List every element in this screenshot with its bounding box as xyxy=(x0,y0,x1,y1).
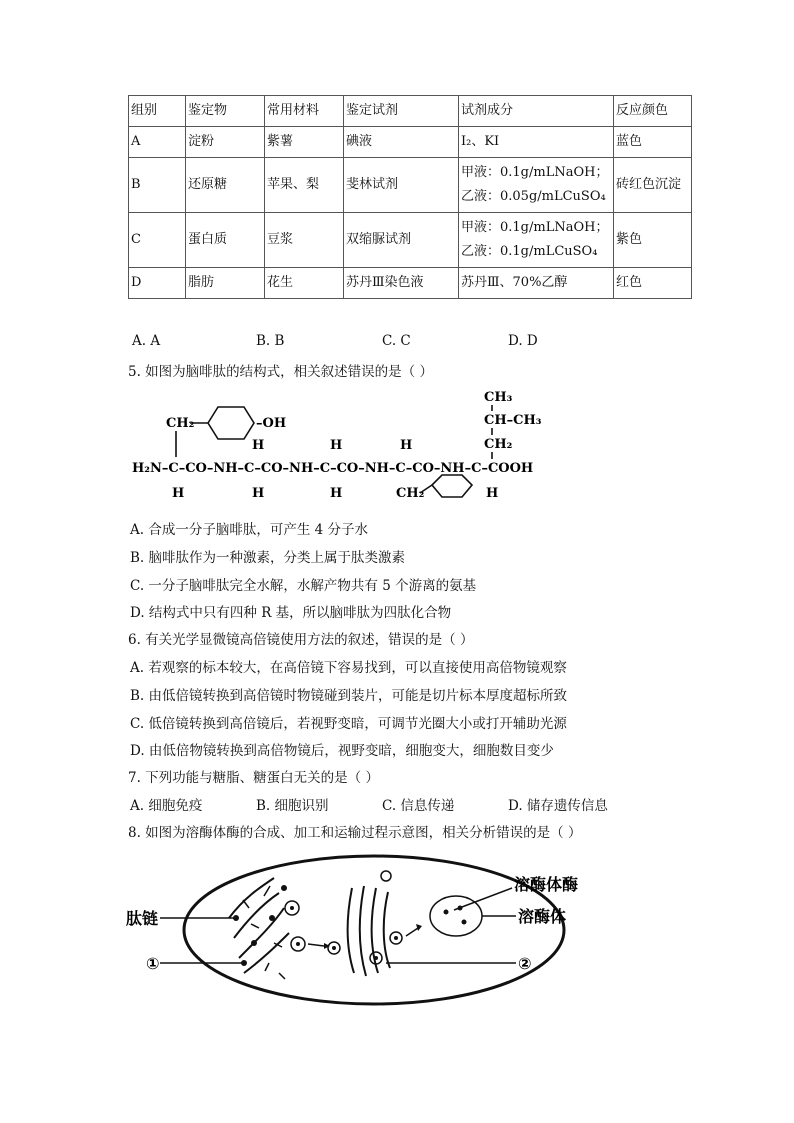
label-peptide-chain: 肽链 xyxy=(126,909,159,928)
formula-h: H xyxy=(252,486,265,501)
table-row xyxy=(129,127,692,158)
formula-main-chain: H₂N–C–CO–NH–C–CO–NH–C–CO–NH–C–CO–NH–C–COOH xyxy=(132,461,534,476)
table-cell: 苹果、梨 xyxy=(265,158,344,213)
reagent-table xyxy=(128,95,692,299)
table-cell: 红色 xyxy=(614,268,692,299)
table-header-row xyxy=(129,96,692,127)
q4-option-a: A. A xyxy=(132,333,161,349)
label-lysosome: 溶酶体 xyxy=(518,907,567,926)
table-cell: C xyxy=(129,213,186,268)
q7-option-a: A. 细胞免疫 xyxy=(130,798,203,814)
table-cell: 脂肪 xyxy=(186,268,265,299)
q4-option-b: B. B xyxy=(256,333,285,349)
table-cell: 紫色 xyxy=(614,213,692,268)
label-lysosome-enzyme: 溶酶体酶 xyxy=(514,875,579,894)
table-cell: 蓝色 xyxy=(614,127,692,158)
q6-option-c: C. 低倍镜转换到高倍镜后，若视野变暗，可调节光圈大小或打开辅助光源 xyxy=(130,716,567,732)
formula-ch3-top: CH₃ xyxy=(484,390,513,405)
formula-h: H xyxy=(172,486,185,501)
formula-ch2-3: CH₂ xyxy=(396,486,425,501)
header-cell: 反应颜色 xyxy=(614,96,692,127)
q5-option-a: A. 合成一分子脑啡肽，可产生 4 分子水 xyxy=(130,522,369,538)
table-cell: 豆浆 xyxy=(265,213,344,268)
table-cell: 双缩脲试剂 xyxy=(344,213,459,268)
q7-option-b: B. 细胞识别 xyxy=(256,798,329,814)
table-row xyxy=(129,158,692,213)
q7-option-d: D. 储存遗传信息 xyxy=(508,798,608,814)
formula-h: H xyxy=(330,438,343,453)
header-cell: 试剂成分 xyxy=(459,96,614,127)
table-cell: 甲液：0.1g/mLNaOH；乙液：0.05g/mLCuSO₄ xyxy=(459,158,614,213)
table-cell: 紫薯 xyxy=(265,127,344,158)
table-cell: A xyxy=(129,127,186,158)
table-cell: 苏丹Ⅲ染色液 xyxy=(344,268,459,299)
formula-ch2-2: CH₂ xyxy=(484,437,513,452)
table-row xyxy=(129,213,692,268)
table-row xyxy=(129,268,692,299)
q5-stem: 5. 如图为脑啡肽的结构式，相关叙述错误的是（ ） xyxy=(128,364,433,380)
q6-option-b: B. 由低倍镜转换到高倍镜时物镜碰到装片，可能是切片标本厚度超标所致 xyxy=(130,688,568,704)
formula-h: H xyxy=(400,438,413,453)
formula-h: H xyxy=(486,486,499,501)
table-cell: 斐林试剂 xyxy=(344,158,459,213)
q4-option-c: C. C xyxy=(382,333,411,349)
table-cell: 淀粉 xyxy=(186,127,265,158)
header-cell: 组别 xyxy=(129,96,186,127)
q8-stem: 8. 如图为溶酶体酶的合成、加工和运输过程示意图，相关分析错误的是（ ） xyxy=(128,825,582,841)
table-cell: 苏丹Ⅲ、70%乙醇 xyxy=(459,268,614,299)
table-cell: B xyxy=(129,158,186,213)
table-cell: 碘液 xyxy=(344,127,459,158)
formula-h: H xyxy=(330,486,343,501)
table-cell: D xyxy=(129,268,186,299)
q4-option-d: D. D xyxy=(508,333,538,349)
formula-oh: –OH xyxy=(256,416,287,431)
enkephalin-structure-diagram xyxy=(128,385,558,510)
q6-option-d: D. 由低倍物镜转换到高倍物镜后，视野变暗，细胞变大，细胞数目变少 xyxy=(130,743,554,759)
q5-option-d: D. 结构式中只有四种 R 基，所以脑啡肽为四肽化合物 xyxy=(130,605,452,621)
q7-stem: 7. 下列功能与糖脂、糖蛋白无关的是（ ） xyxy=(128,770,379,786)
q6-stem: 6. 有关光学显微镜高倍镜使用方法的叙述，错误的是（ ） xyxy=(128,632,474,648)
formula-ch-ch3: CH–CH₃ xyxy=(484,413,542,428)
table-cell: I₂、KI xyxy=(459,127,614,158)
table-cell: 砖红色沉淀 xyxy=(614,158,692,213)
label-two: ② xyxy=(518,954,532,973)
q6-option-a: A. 若观察的标本较大，在高倍镜下容易找到，可以直接使用高倍物镜观察 xyxy=(130,660,567,676)
lysosome-enzyme-diagram xyxy=(124,848,594,1008)
q7-option-c: C. 信息传递 xyxy=(382,798,455,814)
formula-ch2-1: CH₂ xyxy=(166,416,195,431)
header-cell: 鉴定试剂 xyxy=(344,96,459,127)
label-one: ① xyxy=(146,954,160,973)
table-cell: 甲液：0.1g/mLNaOH；乙液：0.1g/mLCuSO₄ xyxy=(459,213,614,268)
header-cell: 鉴定物 xyxy=(186,96,265,127)
formula-h: H xyxy=(252,438,265,453)
q5-option-c: C. 一分子脑啡肽完全水解，水解产物共有 5 个游离的氨基 xyxy=(130,578,477,594)
table-cell: 蛋白质 xyxy=(186,213,265,268)
q5-option-b: B. 脑啡肽作为一种激素，分类上属于肽类激素 xyxy=(130,550,406,566)
table-cell: 花生 xyxy=(265,268,344,299)
header-cell: 常用材料 xyxy=(265,96,344,127)
table-cell: 还原糖 xyxy=(186,158,265,213)
